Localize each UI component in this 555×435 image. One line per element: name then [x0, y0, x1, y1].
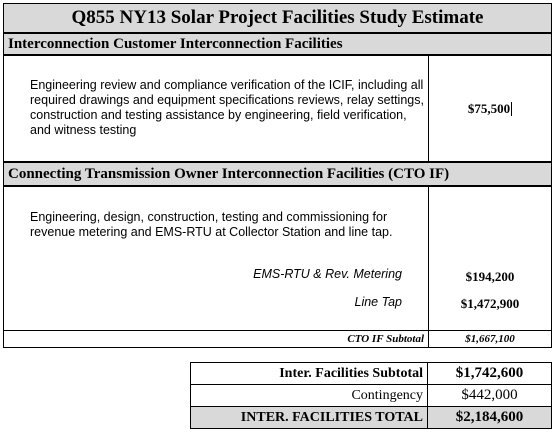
icif-section-header: Interconnection Customer Interconnection Facilities: [3, 33, 552, 55]
icif-description: Engineering review and compliance verification of the ICIF, including all required drawings and equipment specifications reviews, relay settings, construction and testing assistance by engineering, field verification, and witness testing: [30, 78, 424, 137]
cto-item-label-line-tap: Line Tap: [354, 295, 402, 309]
estimate-table: [3, 3, 552, 348]
summary-contingency-value: $442,000: [427, 384, 552, 407]
icif-cost-cell[interactable]: [428, 55, 552, 162]
cto-description-cell: [3, 186, 429, 331]
cto-subtotal-value: $1,667,100: [428, 330, 552, 348]
text-cursor: [511, 102, 512, 116]
cto-item-value-ems: $194,200: [465, 269, 515, 284]
summary-total-value: $2,184,600: [427, 406, 552, 429]
cto-cost-cell: [428, 186, 552, 331]
cto-description: Engineering, design, construction, testing and commissioning for revenue metering and EMS-RTU at Collector Station and line tap.: [30, 210, 393, 239]
summary-table: [190, 362, 552, 430]
summary-subtotal-label: Inter. Facilities Subtotal: [190, 362, 428, 385]
cto-item-label-ems: EMS-RTU & Rev. Metering: [253, 267, 402, 281]
cto-section-header: Connecting Transmission Owner Interconnection Facilities (CTO IF): [3, 162, 552, 186]
cto-subtotal-label: CTO IF Subtotal: [3, 330, 429, 348]
icif-description-cell: [3, 55, 429, 162]
icif-cost: $75,500: [467, 100, 511, 116]
summary-contingency-label: Contingency: [190, 384, 428, 407]
summary-subtotal-value: $1,742,600: [427, 362, 552, 385]
summary-total-label: INTER. FACILITIES TOTAL: [190, 406, 428, 429]
cto-item-value-line-tap: $1,472,900: [460, 296, 520, 311]
table-title: Q855 NY13 Solar Project Facilities Study Estimate: [3, 3, 552, 33]
